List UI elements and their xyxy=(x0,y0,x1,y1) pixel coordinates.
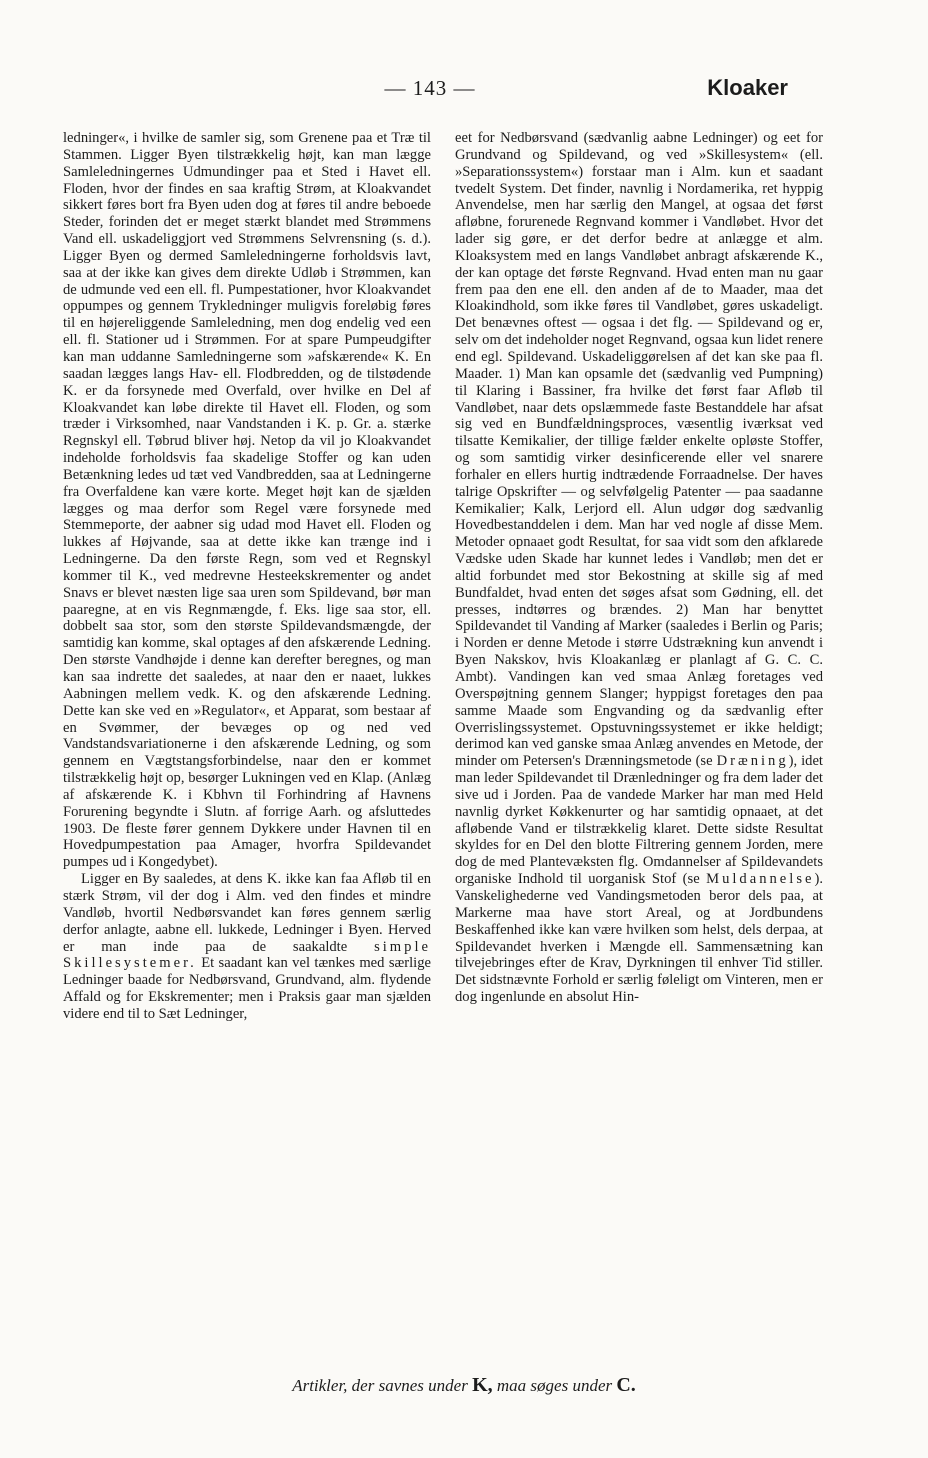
spaced-term: Dræning xyxy=(716,753,789,770)
left-column xyxy=(63,130,431,1360)
text-run: eet for Nedbørsvand (sædvanlig aabne Ledninger) og eet for Grundvand og Spildevand, og ved »Skillesystem« (ell. »Separationssystem«) forstaar man i Alm. kun et saadant tvedelt System. Det finder, navnlig i Nordamerika, ret hyppig Anvendelse, men har særlig den Mangel, at ogsaa det først afløbne, forurenede Regnvand kommer i Vandløbet. Hvor det lader sig gøre, er det derfor bedre at anlægge et alm. Kloaksystem med en langs Vandløbet anbragt afskærende K., der kan optage det første Regnvand. Hvad enten man nu gaar frem paa den ene ell. den anden af de to Maader, maa det Kloakindhold, som ikke føres til Vandløbet, gøres uskadeligt. Det benævnes oftest — ogsaa i det flg. — Spildevand og er, selv om det indeholder noget Regnvand, ogsaa kun lidet renere end egl. Spildevand. Uskadeliggørelsen af det kan ske paa fl. Maader. 1) Man kan opsamle det (sædvanlig ved Pumpning) til Klaring i Bassiner, fra hvilke det først faar Afløb til Vandløbet, naar dets opslæmmede faste Bestanddele har afsat sig ved en Bundfældningsproces, væsentlig iværksat ved tilsatte Kemikalier, der tillige fælder enkelte opløste Stoffer, og som samtidig virker desinficerende eller vel snarere forhaler en ellers hurtig indtrædende Forraadnelse. Der haves talrige Opskrifter — og selvfølgelig Patenter — paa saadanne Kemikalier; Kalk, Lerjord ell. Alun udgør dog sædvanlig Hovedbestanddelen i dem. Man har ved nogle af disse Mem. Metoder opnaaet godt Resultat, for saa vidt som den afklarede Vædske uden Skade har kunnet ledes i Vandløb; men det er altid forbundet med stor Bekostning at skille sig af med Bundfaldet, hvad enten det søges afsat som Gødning, ell. det presses, indtørres og brændes. 2) Man har benyttet Spildevandet til Vanding af Marker (saaledes i Berlin og Paris; i Norden er denne Metode i større Udstrækning kun anvendt i Byen Nakskov, hvis Kloakanlæg er planlagt af G. C. C. Ambt). Vandingen kan ved smaa Anlæg foretages ved Overspøjtning gennem Slanger; hyppigst foretages den paa samme Maade som Engvanding og da sædvanlig efter Overrislingssystemet. Opstuvningssystemet er ikke heldigt; derimod kan ved ganske smaa Anlæg anvendes en Metode, der minder om Petersen's Drænningsmetode (se xyxy=(455,130,823,770)
right-column xyxy=(455,130,823,1360)
text-run: Et saadant kan vel tænkes med særlige Ledninger baade for Nedbørsvand, Grundvand, alm. flydende Affald og for Ekskrementer; men i Praksis gaar man sjælden videre end til to Sæt Ledninger, xyxy=(63,955,432,1022)
paragraph xyxy=(63,871,431,1023)
running-head: Kloaker xyxy=(707,75,788,100)
text-run: ). Vanskelighederne ved Vandingsmetoden beror dels paa, at Markerne maa have stort Areal, og at Jordbundens Beskaffenhed ikke kan være hvilken som helst, dels derpaa, at Spildevandet hverken i Mængde ell. Sammensætning kan tilvejebringes efter de Krav, Dyrkningen til enhver Tid stiller. Det sidstnævnte Forhold er særlig føleligt om Vinteren, men er dog ingenlunde en absolut Hin- xyxy=(455,871,823,1006)
page-number: — 143 — xyxy=(384,76,476,100)
footer-text: Artikler, der savnes under xyxy=(292,1376,468,1395)
footer-text: maa søges under xyxy=(496,1376,613,1395)
text-columns xyxy=(63,130,823,1360)
footer-letter-c: C. xyxy=(616,1374,636,1396)
text-run: Ligger en By saaledes, at dens K. ikke kan faa Afløb til en stærk Strøm, vil der dog i Alm. ved den findes et mindre Vandløb, hvortil Nedbørsvandet kan føres gennem særlig derfor anlagte, aabne ell. lukkede, Ledninger i Byen. Herved er man inde paa de saakaldte xyxy=(63,871,431,955)
footer-letter-k: K, xyxy=(472,1374,493,1396)
spaced-term: simple Skillesystemer. xyxy=(63,938,431,972)
paragraph xyxy=(455,130,823,1006)
text-run: ), idet man leder Spildevandet til Drænledninger og fra dem lader det sive ud i Jorden. Paa de vandede Marker har man med Held navnlig dyrket Køkkenurter og har samtidig opnaaet, at det afløbende Vand er tilstrækkelig klaret. Dette sidste Resultat skyldes for en Del den blotte Filtrering gennem Jorden, mere dog de med Plantevæksten flg. Omdannelser af Spildevandets organiske Indhold til uorganisk Stof (se xyxy=(455,753,823,888)
page-header xyxy=(0,76,928,106)
page-footer xyxy=(0,1374,928,1397)
paragraph: ledninger«, i hvilke de samler sig, som Grenene paa et Træ til Stammen. Ligger Byen tilstrækkelig højt, kan man lægge Samleledningernes Udmundinger paa et Sted i Havet ell. Floden, hvor der findes en saa kraftig Strøm, at Kloakvandet sikkert føres bort fra Byen uden dog at føres til andre beboede Steder, forinden det er meget stærkt blandet med Strømmens Vand ell. uskadeliggjort ved Strømmens Selvrensning (s. d.). Ligger Byen og dermed Samleledningerne forholdsvis lavt, saa at der ikke kan gives dem direkte Udløb i Strømmen, kan de udmunde ved een ell. fl. Pumpestationer, hvor Kloakvandet oppumpes og gennem Trykledninger muligvis foreløbig føres til en højereliggende Samleledning, men dog endelig ved een ell. fl. Stationer ud i Strømmen. For at spare Pumpeudgifter kan man uddanne Samledningerne som »afskærende« K. En saadan lægges langs Hav- ell. Flodbredden, og de tilstødende K. er da forsynede med Overfald, over hvilke en Del af Kloakvandet kan løbe direkte til Havet ell. Floden, og som træder i Virksomhed, naar Vandstanden i K. p. Gr. a. stærke Regnskyl ell. Tøbrud bliver høj. Netop da vil jo Kloakvandet indeholde forholdsvis faa skadelige Stoffer og kan uden Betænkning ledes ud tæt ved Vandbredden, saa at Ledningerne fra Overfaldene kan være korte. Meget højt kan de sjælden lægges og maa derfor som Regel være forsynede med Stemmeporte, der aabner sig udad mod Havet ell. Floden og lukkes af Højvande, saa at dette ikke kan trænge ind i Ledningerne. Da den første Regn, som ved et Regnskyl kommer til K., ved medrevne Hesteekskrementer og andet Snavs er blevet næsten lige saa uren som Spildevand, bør man paaregne, at en vis Regnmængde, f. Eks. lige saa stor, ell. dobbelt saa stor, som den største Spildevandsmængde, der samtidig kan komme, skal optages af den afskærende Ledning. Den største Vandhøjde i denne kan derefter beregnes, og man kan saa indrette det saaledes, at naar den er naaet, lukkes Aabningen mellem vedk. K. og den afskærende Ledning. Dette kan ske ved en »Regulator«, et Apparat, som bestaar af en Svømmer, der bevæges op og ned ved Vandstandsvariationerne i den afskærende Ledning, og som gennem en Vægtstangsforbindelse, naar den er kommet tilstrækkelig højt op, besørger Lukningen ved en Klap. (Anlæg af afskærende K. i Kbhvn til Forhindring af Havnens Forurening begyndte i Slutn. af forrige Aarh. og afsluttedes 1903. De fleste fører gennem Dykkere under Havnen til en Hovedpumpestation paa Amager, hvorfra Spildevandet pumpes ud i Kongedybet). xyxy=(63,130,431,871)
spaced-term: Muldannelse xyxy=(706,871,815,888)
